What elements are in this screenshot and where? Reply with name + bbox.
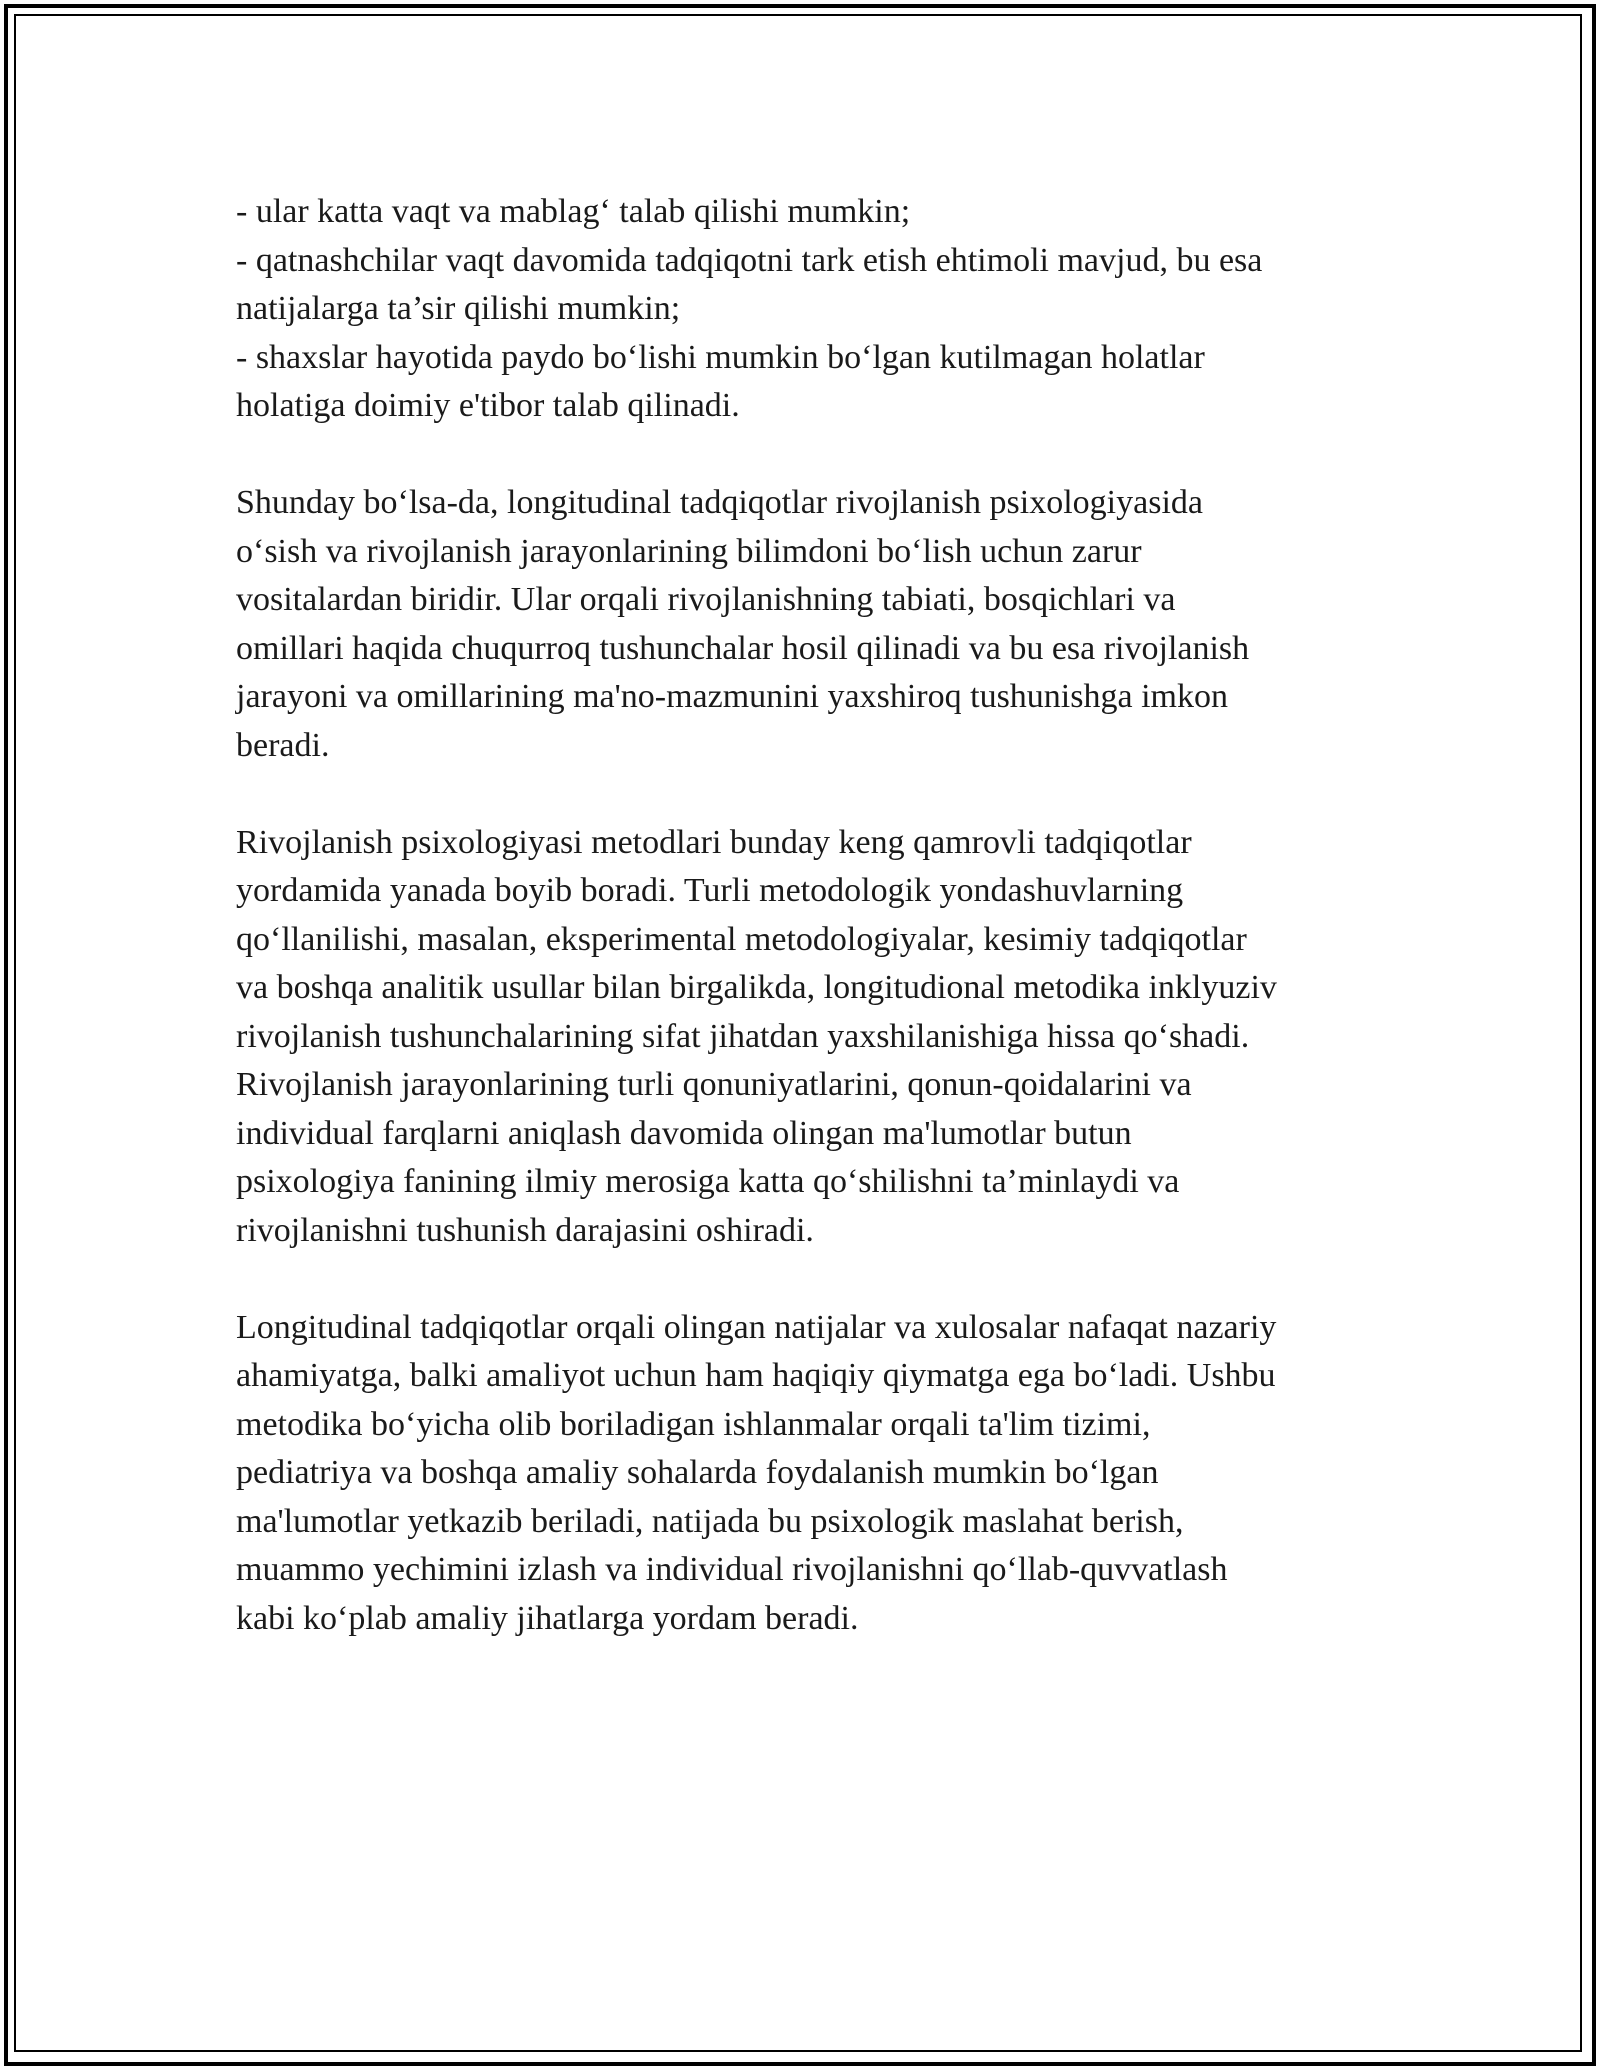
text-line: vositalardan biridir. Ular orqali rivojlanishning tabiati, bosqichlari va [236,581,1176,618]
text-line: Rivojlanish jarayonlarining turli qonuniyatlarini, qonun-qoidalarini va [236,1066,1192,1103]
paragraph-practical-value [236,1304,1416,1644]
text-line: psixologiya fanining ilmiy merosiga katta qo‘shilishni ta’minlaydi va [236,1163,1180,1200]
text-line: va boshqa analitik usullar bilan birgalikda, longitudional metodika inklyuziv [236,969,1277,1006]
text-line: beradi. [236,726,330,764]
text-line: rivojlanish tushunchalarining sifat jihatdan yaxshilanishiga hissa qo‘shadi. [236,1017,1250,1055]
text-line: holatiga doimiy e'tibor talab qilinadi. [236,387,740,424]
text-line: ahamiyatga, balki amaliyot uchun ham haqiqiy qiymatga ega bo‘ladi. Ushbu [236,1357,1276,1394]
paragraph-methods [236,819,1416,1256]
text-line: individual farqlarni aniqlash davomida olingan ma'lumotlar butun [236,1114,1132,1152]
text-line: ma'lumotlar yetkazib beriladi, natijada bu psixologik maslahat berish, [236,1502,1184,1540]
list-item-unexpected-events: - shaxslar hayotida paydo bo‘lishi mumkin bo‘lgan kutilmagan holatlar [236,338,1205,376]
text-line: muammo yechimini izlash va individual rivojlanishni qo‘llab-quvvatlash [236,1551,1228,1588]
text-line: Rivojlanish psixologiyasi metodlari bunday keng qamrovli tadqiqotlar [236,823,1192,861]
paragraph-importance [236,479,1416,770]
text-line: natijalarga ta’sir qilishi mumkin; [236,290,681,327]
text-line: Shunday bo‘lsa-da, longitudinal tadqiqotlar rivojlanish psixologiyasida [236,484,1203,521]
list-item-dropout: - qatnashchilar vaqt davomida tadqiqotni tark etish ehtimoli mavjud, bu esa [236,241,1263,279]
text-line: qo‘llanilishi, masalan, eksperimental metodologiyalar, kesimiy tadqiqotlar [236,920,1247,958]
text-line: rivojlanishni tushunish darajasini oshiradi. [236,1211,814,1249]
text-line: metodika bo‘yicha olib boriladigan ishlanmalar orqali ta'lim tizimi, [236,1405,1151,1443]
text-line: Longitudinal tadqiqotlar orqali olingan natijalar va xulosalar nafaqat nazariy [236,1308,1277,1346]
document-body [236,188,1416,1643]
text-line: yordamida yanada boyib boradi. Turli metodologik yondashuvlarning [236,872,1184,909]
text-line: pediatriya va boshqa amaliy sohalarda foydalanish mumkin bo‘lgan [236,1454,1159,1491]
text-line: kabi ko‘plab amaliy jihatlarga yordam beradi. [236,1599,859,1637]
text-line: omillari haqida chuqurroq tushunchalar hosil qilinadi va bu esa rivojlanish [236,629,1250,667]
paragraph-limitations-list [236,188,1416,431]
text-line: jarayoni va omillarining ma'no-mazmunini yaxshiroq tushunishga imkon [236,678,1228,715]
text-line: o‘sish va rivojlanish jarayonlarining bilimdoni bo‘lish uchun zarur [236,532,1142,570]
list-item-time-cost: - ular katta vaqt va mablag‘ talab qilishi mumkin; [236,193,911,230]
